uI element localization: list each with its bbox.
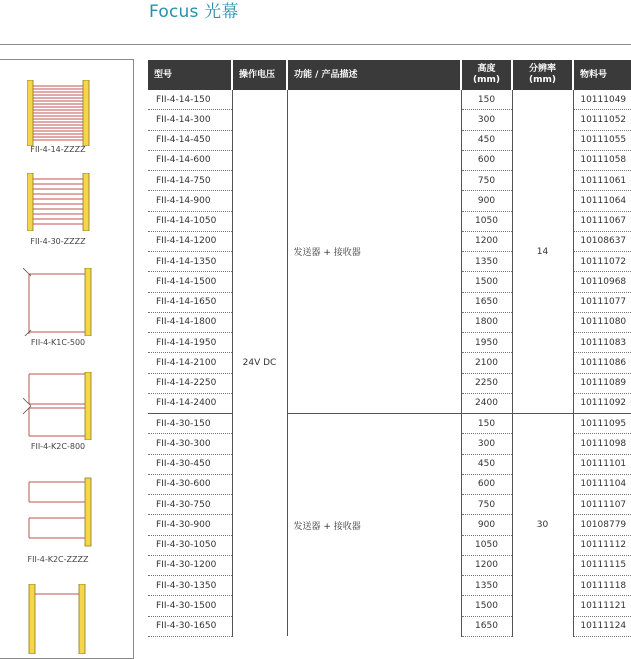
height-cell: 1500 (461, 596, 512, 616)
material-number-cell: 10111077 (573, 292, 631, 312)
model-cell: FII-4-30-1650 (148, 616, 232, 636)
height-cell: 1650 (461, 292, 512, 312)
material-number-cell: 10111086 (573, 353, 631, 373)
height-cell: 2250 (461, 373, 512, 393)
function-cell: 发送器 + 接收器 (287, 414, 461, 637)
page-title: Focus 光幕 (149, 2, 239, 22)
height-cell: 450 (461, 454, 512, 474)
model-cell: FII-4-14-900 (148, 191, 232, 211)
model-cell: FII-4-14-600 (148, 150, 232, 170)
col-header-material: 物料号 (573, 60, 631, 90)
height-cell: 1350 (461, 252, 512, 272)
material-number-cell: 10111104 (573, 474, 631, 494)
material-number-cell: 10111067 (573, 211, 631, 231)
material-number-cell: 10111058 (573, 150, 631, 170)
height-cell: 600 (461, 474, 512, 494)
height-cell: 2400 (461, 393, 512, 413)
model-cell: FII-4-14-300 (148, 110, 232, 130)
material-number-cell: 10111055 (573, 130, 631, 150)
material-number-cell: 10110968 (573, 272, 631, 292)
material-number-cell: 10111098 (573, 434, 631, 454)
model-cell: FII-4-14-1350 (148, 252, 232, 272)
mirror-column-k2c-icon (23, 372, 93, 440)
material-number-cell: 10111124 (573, 616, 631, 636)
height-cell: 1950 (461, 333, 512, 353)
material-number-cell: 10111101 (573, 454, 631, 474)
height-cell: 150 (461, 90, 512, 110)
height-cell: 1200 (461, 231, 512, 251)
model-cell: FII-4-14-1800 (148, 312, 232, 332)
height-cell: 900 (461, 515, 512, 535)
height-cell: 150 (461, 414, 512, 434)
height-cell: 1050 (461, 211, 512, 231)
model-cell: FII-4-14-1650 (148, 292, 232, 312)
model-cell: FII-4-14-750 (148, 171, 232, 191)
height-cell: 1650 (461, 616, 512, 636)
product-image-sidebar (0, 59, 134, 659)
height-cell: 1800 (461, 312, 512, 332)
model-cell: FII-4-14-2400 (148, 393, 232, 413)
col-header-height: 高度 (mm) (461, 60, 512, 90)
height-cell: 2100 (461, 353, 512, 373)
height-cell: 750 (461, 171, 512, 191)
side-product-label: FII-4-K2C-ZZZZ (27, 555, 89, 564)
material-number-cell: 10111061 (573, 171, 631, 191)
height-cell: 1500 (461, 272, 512, 292)
side-product-label: FII-4-30-ZZZZ (30, 237, 86, 246)
col-header-resolution: 分辨率 (mm) (512, 60, 573, 90)
model-cell: FII-4-30-1050 (148, 535, 232, 555)
material-number-cell: 10111118 (573, 576, 631, 596)
material-number-cell: 10111052 (573, 110, 631, 130)
header-divider (0, 44, 631, 45)
resolution-cell: 30 (512, 414, 573, 637)
mirror-column-k2c-zzzz-icon (23, 476, 93, 548)
height-cell: 1350 (461, 576, 512, 596)
side-product-label: FII-4-14-ZZZZ (30, 145, 86, 154)
model-cell: FII-4-30-750 (148, 495, 232, 515)
model-cell: FII-4-14-1200 (148, 231, 232, 251)
model-cell: FII-4-14-1050 (148, 211, 232, 231)
model-cell: FII-4-30-600 (148, 474, 232, 494)
height-cell: 750 (461, 495, 512, 515)
height-cell: 600 (461, 150, 512, 170)
model-cell: FII-4-14-450 (148, 130, 232, 150)
side-product-label: FII-4-K2C-800 (30, 442, 86, 451)
height-cell: 300 (461, 110, 512, 130)
material-number-cell: 10111083 (573, 333, 631, 353)
model-cell: FII-4-30-300 (148, 434, 232, 454)
model-cell: FII-4-30-1200 (148, 555, 232, 575)
height-cell: 450 (461, 130, 512, 150)
material-number-cell: 10108637 (573, 231, 631, 251)
model-cell: FII-4-30-1350 (148, 576, 232, 596)
height-cell: 300 (461, 434, 512, 454)
material-number-cell: 10111121 (573, 596, 631, 616)
side-product-label: FII-4-K1C-500 (30, 338, 86, 347)
col-header-voltage: 操作电压 (232, 60, 287, 90)
model-cell: FII-4-14-1950 (148, 333, 232, 353)
table-row (148, 414, 631, 434)
resolution-cell: 14 (512, 90, 573, 414)
voltage-cell: 24V DC (232, 90, 287, 636)
mirror-column-k1c-icon (23, 268, 93, 336)
model-cell: FII-4-14-2100 (148, 353, 232, 373)
material-number-cell: 10111092 (573, 393, 631, 413)
material-number-cell: 10111089 (573, 373, 631, 393)
material-number-cell: 10111080 (573, 312, 631, 332)
material-number-cell: 10111095 (573, 414, 631, 434)
model-cell: FII-4-14-150 (148, 90, 232, 110)
model-cell: FII-4-14-2250 (148, 373, 232, 393)
material-number-cell: 10111049 (573, 90, 631, 110)
material-number-cell: 10111115 (573, 555, 631, 575)
material-number-cell: 10111064 (573, 191, 631, 211)
material-number-cell: 10111072 (573, 252, 631, 272)
col-header-model: 型号 (148, 60, 232, 90)
spec-table (148, 60, 631, 637)
col-header-function: 功能 / 产品描述 (287, 60, 461, 90)
table-row (148, 90, 631, 110)
light-curtain-14-icon (27, 80, 91, 146)
height-cell: 1050 (461, 535, 512, 555)
light-curtain-30-icon (27, 173, 91, 231)
material-number-cell: 10111112 (573, 535, 631, 555)
model-cell: FII-4-30-1500 (148, 596, 232, 616)
material-number-cell: 10108779 (573, 515, 631, 535)
height-cell: 1200 (461, 555, 512, 575)
model-cell: FII-4-30-150 (148, 414, 232, 434)
function-cell: 发送器 + 接收器 (287, 90, 461, 414)
model-cell: FII-4-30-900 (148, 515, 232, 535)
model-cell: FII-4-14-1500 (148, 272, 232, 292)
material-number-cell: 10111107 (573, 495, 631, 515)
model-cell: FII-4-30-450 (148, 454, 232, 474)
height-cell: 900 (461, 191, 512, 211)
table-header-row (148, 60, 631, 90)
